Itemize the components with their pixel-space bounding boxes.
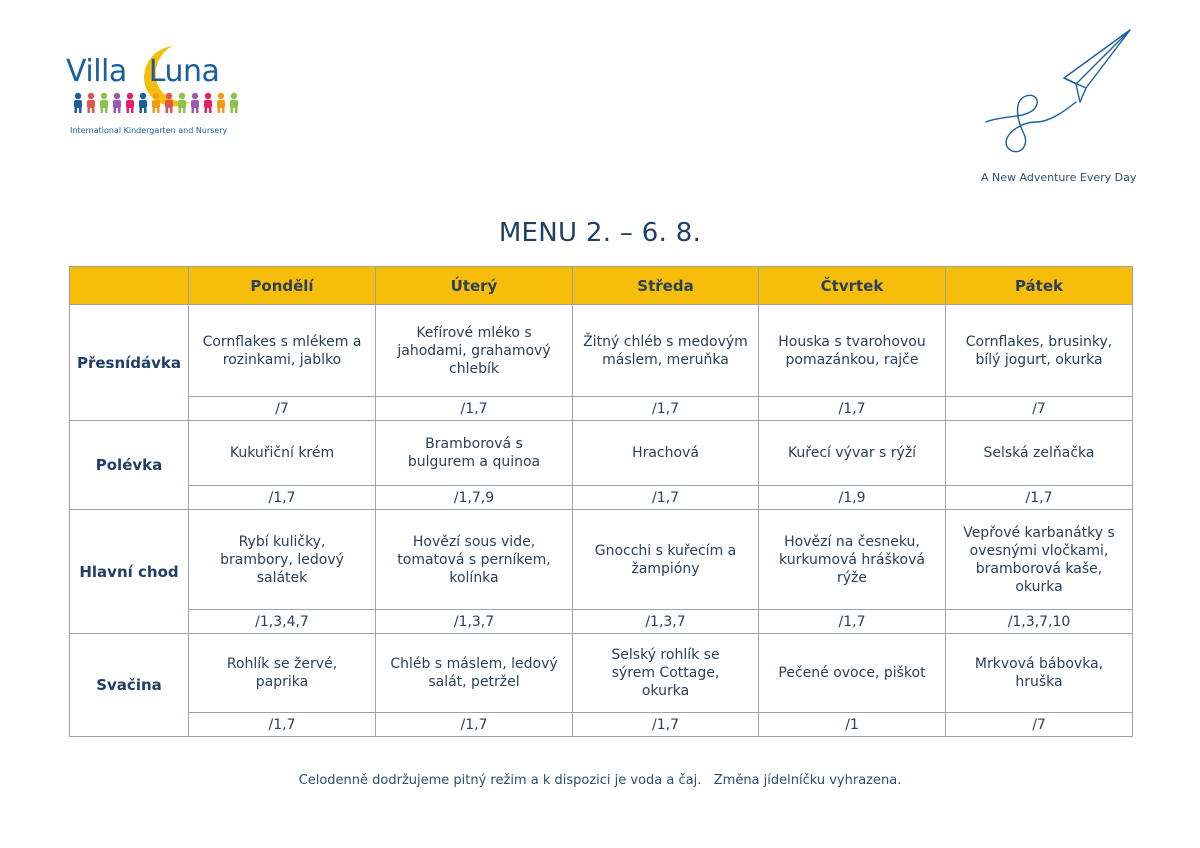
dish-cell: Kuřecí vývar s rýží — [759, 421, 946, 486]
header-monday: Pondělí — [189, 267, 376, 305]
dish-cell: Hovězí na česneku, kurkumová hrášková rýže — [759, 510, 946, 610]
allergen-cell: /7 — [946, 713, 1133, 737]
table-row — [70, 305, 1133, 397]
allergen-row — [70, 610, 1133, 634]
table-row — [70, 634, 1133, 713]
dish-cell: Cornflakes s mlékem a rozinkami, jablko — [189, 305, 376, 397]
logo-villa-text: Villa — [66, 54, 127, 89]
dish-cell: Rohlík se žervé, paprika — [189, 634, 376, 713]
dish-cell: Pečené ovoce, piškot — [759, 634, 946, 713]
dish-cell: Houska s tvarohovou pomazánkou, rajče — [759, 305, 946, 397]
dish-cell: Rybí kuličky, brambory, ledový salátek — [189, 510, 376, 610]
allergen-cell: /7 — [189, 397, 376, 421]
header-friday: Pátek — [946, 267, 1133, 305]
allergen-cell: /1,7 — [573, 713, 759, 737]
menu-table — [69, 266, 1133, 737]
dish-cell: Kukuřiční krém — [189, 421, 376, 486]
allergen-cell: /1,7 — [376, 397, 573, 421]
allergen-cell: /1,7 — [946, 486, 1133, 510]
dish-cell: Cornflakes, brusinky, bílý jogurt, okurka — [946, 305, 1133, 397]
children-row-icon — [72, 92, 246, 114]
allergen-cell: /1,3,4,7 — [189, 610, 376, 634]
allergen-cell: /1,3,7 — [573, 610, 759, 634]
allergen-cell: /1,7 — [189, 713, 376, 737]
dish-cell: Selský rohlík se sýrem Cottage, okurka — [573, 634, 759, 713]
row-label: Přesnídávka — [70, 305, 189, 421]
dish-cell: Hrachová — [573, 421, 759, 486]
menu-title: MENU 2. – 6. 8. — [498, 218, 702, 248]
header-corner — [70, 267, 189, 305]
dish-cell: Mrkvová bábovka, hruška — [946, 634, 1133, 713]
dish-cell: Hovězí sous vide, tomatová s perníkem, kolínka — [376, 510, 573, 610]
footer-note: Celodenně dodržujeme pitný režim a k dispozici je voda a čaj. Změna jídelníčku vyhrazena. — [298, 773, 902, 788]
dish-cell: Chléb s máslem, ledový salát, petržel — [376, 634, 573, 713]
allergen-cell: /1 — [759, 713, 946, 737]
row-label: Polévka — [70, 421, 189, 510]
dish-cell: Žitný chléb s medovým máslem, meruňka — [573, 305, 759, 397]
allergen-cell: /1,7 — [759, 397, 946, 421]
logo-luna-text: Luna — [148, 54, 220, 89]
allergen-row — [70, 486, 1133, 510]
header-thursday: Čtvrtek — [759, 267, 946, 305]
dish-cell: Gnocchi s kuřecím a žampióny — [573, 510, 759, 610]
allergen-cell: /1,3,7 — [376, 610, 573, 634]
allergen-cell: /1,7 — [573, 486, 759, 510]
table-row — [70, 510, 1133, 610]
allergen-row — [70, 397, 1133, 421]
allergen-cell: /1,7 — [376, 713, 573, 737]
logo-title — [66, 54, 219, 89]
allergen-cell: /1,7 — [573, 397, 759, 421]
row-label: Hlavní chod — [70, 510, 189, 634]
header-wednesday: Středa — [573, 267, 759, 305]
allergen-cell: /7 — [946, 397, 1133, 421]
table-row — [70, 421, 1133, 486]
allergen-cell: /1,7,9 — [376, 486, 573, 510]
row-label: Svačina — [70, 634, 189, 737]
dish-cell: Vepřové karbanátky s ovesnými vločkami, bramborová kaše, okurka — [946, 510, 1133, 610]
tagline: A New Adventure Every Day — [981, 171, 1137, 184]
header-tuesday: Úterý — [376, 267, 573, 305]
allergen-cell: /1,7 — [189, 486, 376, 510]
paper-plane-icon — [980, 26, 1140, 160]
logo-subtitle: International Kindergarten and Nursery — [70, 126, 228, 135]
villa-luna-logo — [66, 44, 246, 139]
table-header-row — [70, 267, 1133, 305]
dish-cell: Selská zelňačka — [946, 421, 1133, 486]
allergen-cell: /1,9 — [759, 486, 946, 510]
dish-cell: Kefírové mléko s jahodami, grahamový chlebík — [376, 305, 573, 397]
allergen-cell: /1,3,7,10 — [946, 610, 1133, 634]
dish-cell: Bramborová s bulgurem a quinoa — [376, 421, 573, 486]
allergen-cell: /1,7 — [759, 610, 946, 634]
allergen-row — [70, 713, 1133, 737]
